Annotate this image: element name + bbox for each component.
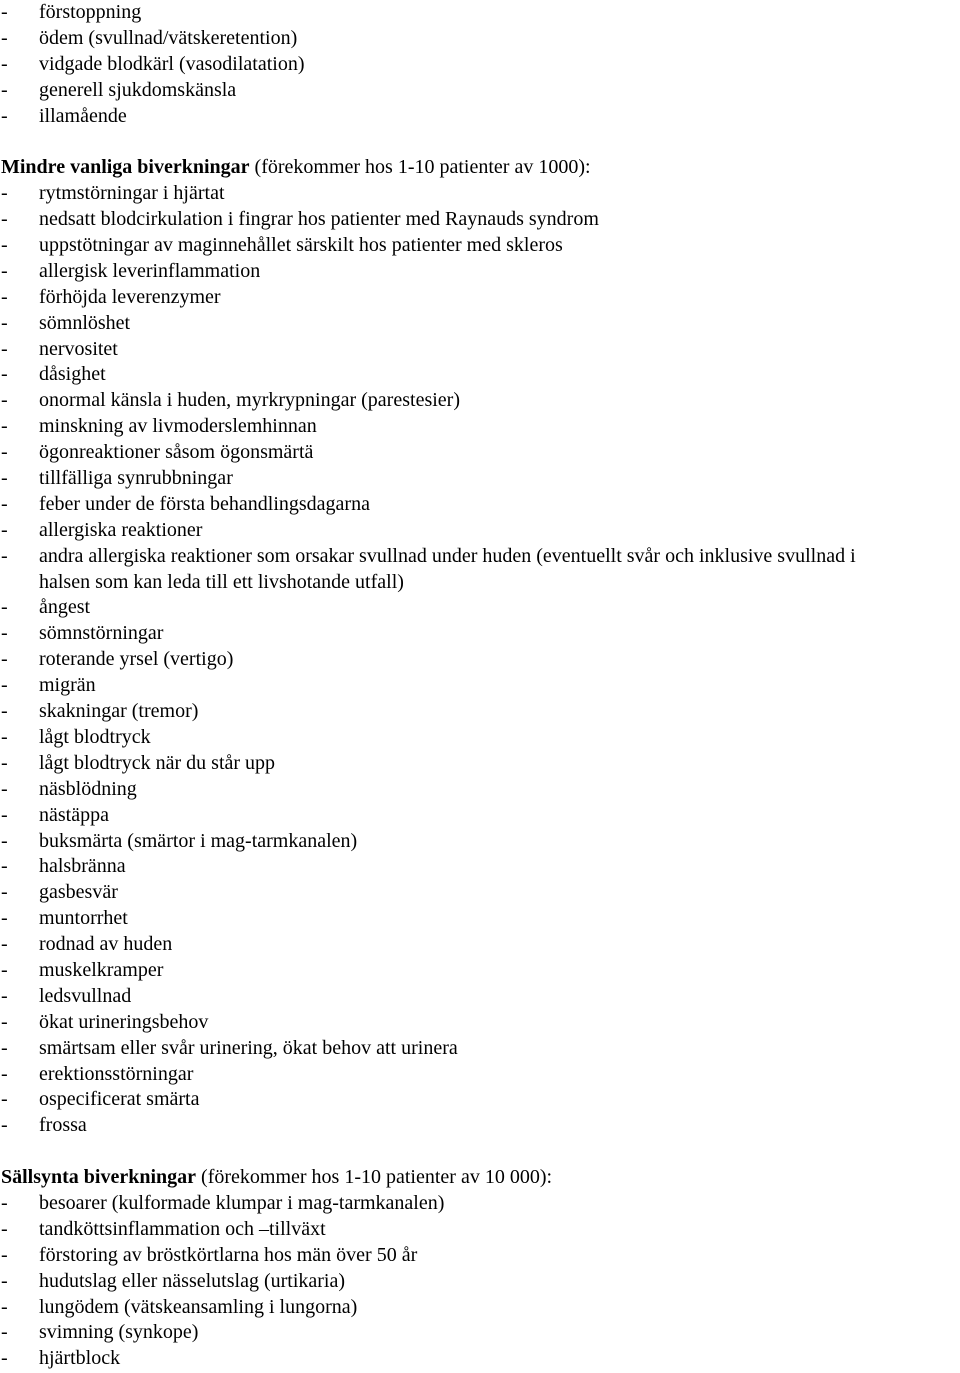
list-item	[0, 337, 960, 363]
uncommon-heading-bold: Mindre vanliga biverkningar	[1, 156, 250, 179]
list-item	[0, 595, 960, 621]
spacer	[0, 129, 960, 155]
list-item	[0, 803, 960, 829]
list-item	[0, 414, 960, 440]
list-bullet-dash: -	[1, 855, 8, 878]
list-item	[0, 699, 960, 725]
list-item-text: onormal känsla i huden, myrkrypningar (parestesier)	[39, 389, 460, 412]
list-bullet-dash: -	[1, 389, 8, 412]
list-bullet-dash: -	[1, 52, 8, 75]
list-item	[0, 1269, 960, 1295]
list-item	[0, 906, 960, 932]
list-item-text: rytmstörningar i hjärtat	[39, 182, 225, 205]
list-bullet-dash: -	[1, 1036, 8, 1059]
list-item	[0, 207, 960, 233]
list-item	[0, 854, 960, 880]
list-item	[0, 259, 960, 285]
list-item	[0, 1217, 960, 1243]
list-item-text: förstoppning	[39, 1, 142, 23]
list-item	[0, 1243, 960, 1269]
list-item-text: näsblödning	[39, 777, 137, 800]
uncommon-heading-frequency: (förekommer hos 1-10 patienter av 1000):	[249, 156, 591, 179]
list-item	[0, 311, 960, 337]
list-item	[0, 1295, 960, 1321]
list-item	[0, 1036, 960, 1062]
list-item-text: hudutslag eller nässelutslag (urtikaria)	[39, 1269, 346, 1292]
list-item	[0, 725, 960, 751]
list-bullet-dash: -	[1, 881, 8, 904]
list-bullet-dash: -	[1, 1321, 8, 1344]
list-bullet-dash: -	[1, 363, 8, 386]
list-item-text: besoarer (kulformade klumpar i mag-tarmkanalen)	[39, 1191, 445, 1214]
list-item	[0, 0, 960, 26]
list-bullet-dash: -	[1, 674, 8, 697]
list-item-text: gasbesvär	[39, 881, 118, 904]
list-bullet-dash: -	[1, 1, 8, 23]
list-bullet-dash: -	[1, 1010, 8, 1033]
list-item-text: förstoring av bröstkörtlarna hos män över 50 år	[39, 1243, 418, 1266]
list-item-text: andra allergiska reaktioner som orsakar svullnad under huden (eventuellt svår och inklusive svullnad i	[39, 544, 856, 567]
list-item-text: hjärtblock	[39, 1347, 121, 1370]
list-item-text: erektionsstörningar	[39, 1062, 194, 1085]
list-item-text: tillfälliga synrubbningar	[39, 467, 233, 490]
list-bullet-dash: -	[1, 234, 8, 257]
list-bullet-dash: -	[1, 596, 8, 619]
list-item	[0, 932, 960, 958]
rare-heading-bold: Sällsynta biverkningar	[1, 1166, 197, 1189]
list-bullet-dash: -	[1, 933, 8, 956]
list-bullet-dash: -	[1, 467, 8, 490]
top-side-effects-list	[0, 0, 960, 129]
list-bullet-dash: -	[1, 104, 8, 127]
uncommon-side-effects-list	[0, 181, 960, 569]
list-item	[0, 647, 960, 673]
rare-side-effects-list	[0, 1191, 960, 1372]
list-item	[0, 958, 960, 984]
list-bullet-dash: -	[1, 1114, 8, 1137]
list-bullet-dash: -	[1, 1269, 8, 1292]
uncommon-section-heading	[0, 155, 960, 181]
list-item	[0, 1346, 960, 1372]
list-bullet-dash: -	[1, 700, 8, 723]
list-item	[0, 984, 960, 1010]
list-item	[0, 52, 960, 78]
list-bullet-dash: -	[1, 1088, 8, 1111]
list-bullet-dash: -	[1, 78, 8, 101]
list-bullet-dash: -	[1, 1191, 8, 1214]
rare-heading-frequency: (förekommer hos 1-10 patienter av 10 000):	[196, 1166, 553, 1189]
rare-section-heading	[0, 1165, 960, 1191]
list-bullet-dash: -	[1, 208, 8, 231]
list-item-text: förhöjda leverenzymer	[39, 285, 221, 308]
spacer	[0, 1139, 960, 1165]
list-item	[0, 181, 960, 207]
list-bullet-dash: -	[1, 259, 8, 282]
list-item-text: dåsighet	[39, 363, 106, 386]
list-item	[0, 285, 960, 311]
list-bullet-dash: -	[1, 441, 8, 464]
list-item-text: minskning av livmoderslemhinnan	[39, 415, 317, 438]
list-item	[0, 1087, 960, 1113]
list-item-text: illamående	[39, 104, 127, 127]
list-bullet-dash: -	[1, 26, 8, 49]
list-item-text: ledsvullnad	[39, 984, 132, 1007]
list-bullet-dash: -	[1, 984, 8, 1007]
list-bullet-dash: -	[1, 311, 8, 334]
list-item-text: sömnstörningar	[39, 622, 164, 645]
list-bullet-dash: -	[1, 725, 8, 748]
list-bullet-dash: -	[1, 1217, 8, 1240]
list-item-text: allergiska reaktioner	[39, 518, 203, 541]
list-item-text: uppstötningar av maginnehållet särskilt hos patienter med skleros	[39, 234, 563, 257]
list-item-text: ospecificerat smärta	[39, 1088, 200, 1111]
list-item	[0, 362, 960, 388]
list-item-text: roterande yrsel (vertigo)	[39, 648, 234, 671]
list-bullet-dash: -	[1, 285, 8, 308]
list-item-text: lågt blodtryck	[39, 725, 151, 748]
list-item-text: generell sjukdomskänsla	[39, 78, 237, 101]
list-item	[0, 1191, 960, 1217]
list-item	[0, 440, 960, 466]
list-bullet-dash: -	[1, 518, 8, 541]
list-bullet-dash: -	[1, 803, 8, 826]
list-item-text: tandköttsinflammation och –tillväxt	[39, 1217, 326, 1240]
list-item	[0, 544, 960, 570]
list-bullet-dash: -	[1, 182, 8, 205]
list-item-text: svimning (synkope)	[39, 1321, 199, 1344]
list-item-text: migrän	[39, 674, 96, 697]
list-item	[0, 621, 960, 647]
list-item-text: rodnad av huden	[39, 933, 173, 956]
list-item	[0, 880, 960, 906]
list-item-text: ödem (svullnad/vätskeretention)	[39, 26, 298, 49]
list-item-text: vidgade blodkärl (vasodilatation)	[39, 52, 305, 75]
list-item-text: nästäppa	[39, 803, 109, 826]
list-bullet-dash: -	[1, 751, 8, 774]
list-item	[0, 492, 960, 518]
list-item-text: allergisk leverinflammation	[39, 259, 261, 282]
list-item	[0, 1320, 960, 1346]
list-item	[0, 1062, 960, 1088]
list-item	[0, 673, 960, 699]
list-item-continuation-text: halsen som kan leda till ett livshotande utfall)	[39, 570, 404, 593]
list-bullet-dash: -	[1, 1347, 8, 1370]
list-bullet-dash: -	[1, 648, 8, 671]
list-bullet-dash: -	[1, 622, 8, 645]
list-item-text: frossa	[39, 1114, 87, 1137]
list-bullet-dash: -	[1, 777, 8, 800]
list-item-text: sömnlöshet	[39, 311, 131, 334]
list-item-text: nedsatt blodcirkulation i fingrar hos patienter med Raynauds syndrom	[39, 208, 599, 231]
list-item	[0, 1010, 960, 1036]
list-item-text: ögonreaktioner såsom ögonsmärtä	[39, 441, 314, 464]
list-item-text: ångest	[39, 596, 91, 619]
list-item	[0, 829, 960, 855]
list-item	[0, 777, 960, 803]
list-item-text: buksmärta (smärtor i mag-tarmkanalen)	[39, 829, 358, 852]
list-bullet-dash: -	[1, 1062, 8, 1085]
list-item-text: smärtsam eller svår urinering, ökat behov att urinera	[39, 1036, 458, 1059]
list-item	[0, 388, 960, 414]
list-bullet-dash: -	[1, 337, 8, 360]
list-item-text: halsbränna	[39, 855, 126, 878]
list-item	[0, 751, 960, 777]
list-item-text: ökat urineringsbehov	[39, 1010, 209, 1033]
list-item	[0, 78, 960, 104]
list-item-text: skakningar (tremor)	[39, 700, 199, 723]
list-item-text: feber under de första behandlingsdagarna	[39, 492, 370, 515]
list-bullet-dash: -	[1, 907, 8, 930]
list-bullet-dash: -	[1, 958, 8, 981]
list-item-text: muntorrhet	[39, 907, 128, 930]
list-item	[0, 1113, 960, 1139]
list-item-text: nervositet	[39, 337, 118, 360]
list-item	[0, 104, 960, 130]
list-bullet-dash: -	[1, 1295, 8, 1318]
list-item-text: lågt blodtryck när du står upp	[39, 751, 276, 774]
list-item-text: lungödem (vätskeansamling i lungorna)	[39, 1295, 358, 1318]
list-item	[0, 466, 960, 492]
list-bullet-dash: -	[1, 544, 8, 567]
list-bullet-dash: -	[1, 415, 8, 438]
uncommon-side-effects-list-continued	[0, 595, 960, 1139]
list-item-continuation	[0, 570, 960, 596]
list-item	[0, 518, 960, 544]
list-item	[0, 233, 960, 259]
list-bullet-dash: -	[1, 829, 8, 852]
list-bullet-dash: -	[1, 1243, 8, 1266]
list-item-text: muskelkramper	[39, 958, 164, 981]
list-item	[0, 26, 960, 52]
list-bullet-dash: -	[1, 492, 8, 515]
